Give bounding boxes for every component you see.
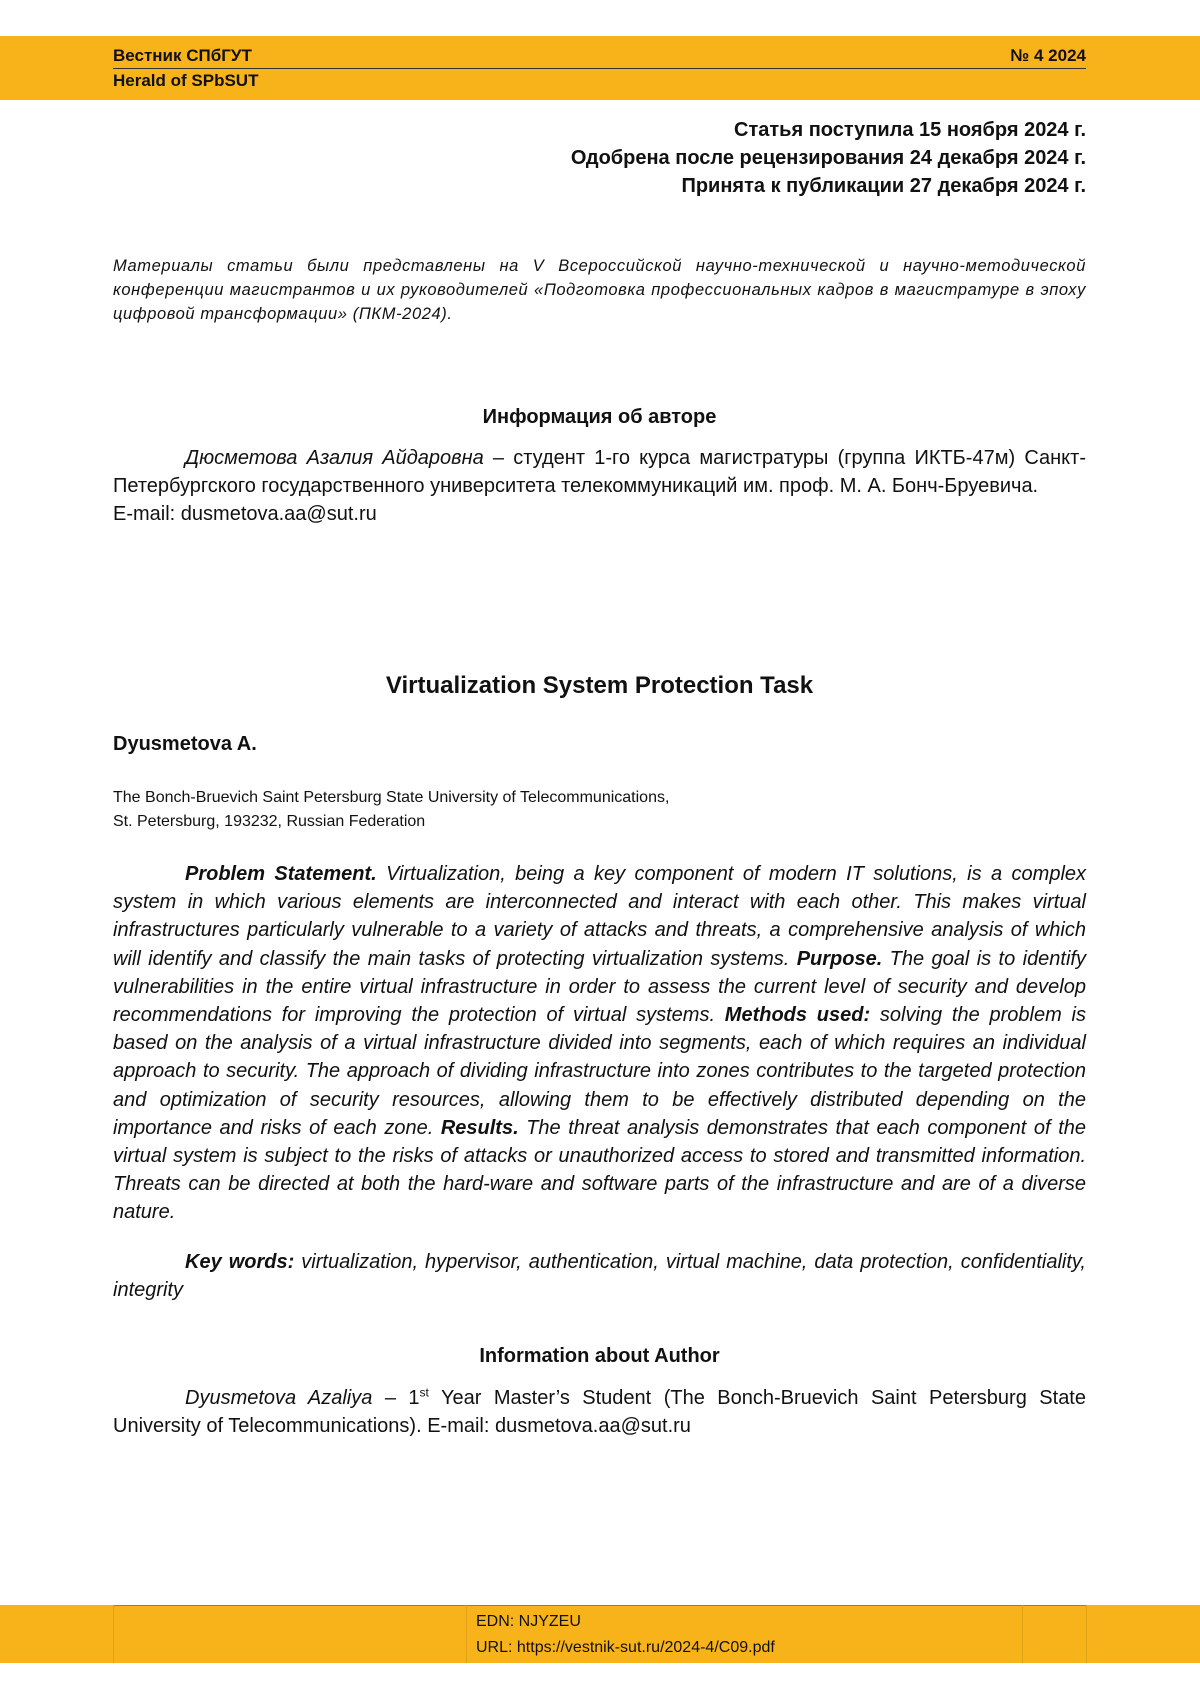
issue-number: № 4 2024 <box>1010 46 1086 66</box>
footer-cell-divider <box>1022 1605 1023 1663</box>
footer-cell-divider <box>113 1605 114 1663</box>
footer-url[interactable]: URL: https://vestnik-sut.ru/2024-4/C09.pdf <box>476 1639 775 1657</box>
author-info-ru <box>113 444 1086 528</box>
author-details-ru: студент 1-го курса магистратуры (группа ИКТБ-47м) Санкт-Петербургского государственного университета телекоммуникаций им. проф. М. А. Бонч-Бруевича. <box>113 447 1086 497</box>
keywords <box>113 1248 1086 1304</box>
author-info-dash-en: – 1 <box>372 1387 419 1409</box>
date-approved: Одобрена после рецензирования 24 декабря 2024 г. <box>571 144 1086 172</box>
journal-title-en: Herald of SPbSUT <box>113 71 258 91</box>
footer-rule <box>113 1605 1086 1606</box>
author-info-en <box>113 1384 1086 1440</box>
author-info-text-en: Year Master’s Student (The Bonch-Bruevich Saint Petersburg State University of Telecommunications). E-mail: dusmetova.aa@sut.ru <box>113 1387 1086 1437</box>
affiliation-line1: The Bonch-Bruevich Saint Petersburg State University of Telecommunications, <box>113 786 669 810</box>
keywords-text: virtualization, hypervisor, authentication, virtual machine, data protection, confidentiality, integrity <box>113 1251 1086 1301</box>
affiliation-line2: St. Petersburg, 193232, Russian Federation <box>113 810 669 834</box>
abstract <box>113 860 1086 1227</box>
abstract-purpose-label: Purpose. <box>797 948 883 970</box>
journal-header <box>0 36 1200 100</box>
author-dash-ru: – <box>484 447 514 469</box>
journal-title-ru: Вестник СПбГУТ <box>113 46 252 66</box>
header-rule <box>113 68 1086 69</box>
date-received: Статья поступила 15 ноября 2024 г. <box>571 116 1086 144</box>
footer-cell-divider <box>466 1605 467 1663</box>
author-info-name-en: Dyusmetova Azaliya <box>185 1387 372 1409</box>
keywords-label: Key words: <box>185 1251 294 1273</box>
footer-cell-divider <box>1086 1605 1087 1663</box>
author-email-ru: E-mail: dusmetova.aa@sut.ru <box>113 503 377 525</box>
journal-footer <box>0 1605 1200 1663</box>
abstract-results-text: The threat analysis demonstrates that each component of the virtual system is subject to the risks of attacks or unauthorized access to stored and transmitted information. Threats can be directed at both the hard-ware and software parts of the infrastructure and are of a diverse nature. <box>113 1117 1086 1224</box>
article-title-en: Virtualization System Protection Task <box>113 672 1086 700</box>
abstract-purpose-text: The goal is to identify vulnerabilities in the entire virtual infrastructure in order to assess the current level of security and develop recommendations for improving the protection of virtual systems. <box>113 948 1086 1026</box>
affiliation <box>113 786 669 834</box>
abstract-problem-label: Problem Statement. <box>185 863 377 885</box>
author-name-ru: Дюсметова Азалия Айдаровна <box>185 447 484 469</box>
abstract-results-label: Results. <box>441 1117 519 1139</box>
conference-note: Материалы статьи были представлены на V Всероссийской научно-технической и научно-методической конференции магистрантов и их руководителей «Подготовка профессиональных кадров в магистратуре в эпоху цифровой трансформации» (ПКМ-2024). <box>113 254 1086 326</box>
publication-dates <box>571 116 1086 200</box>
footer-edn: EDN: NJYZEU <box>476 1613 581 1631</box>
author-info-heading-ru: Информация об авторе <box>113 406 1086 429</box>
author-info-ordinal: st <box>420 1385 429 1399</box>
abstract-problem-text: Virtualization, being a key component of modern IT solutions, is a complex system in which various elements are interconnected and interact with each other. This makes virtual infrastructures particularly vulnerable to a variety of attacks and threats, a comprehensive analysis of which will identify and classify the main tasks of protecting virtualization systems. <box>113 863 1086 970</box>
author-info-heading-en: Information about Author <box>113 1345 1086 1368</box>
abstract-methods-text: solving the problem is based on the analysis of a virtual infrastructure divided into segments, each of which requires an individual approach to security. The approach of dividing infrastructure into zones contributes to the targeted protection and optimization of security resources, allowing them to be effectively distributed depending on the importance and risks of each zone. <box>113 1004 1086 1139</box>
author-name-en: Dyusmetova A. <box>113 733 257 756</box>
date-accepted: Принята к публикации 27 декабря 2024 г. <box>571 172 1086 200</box>
abstract-methods-label: Methods used: <box>725 1004 870 1026</box>
